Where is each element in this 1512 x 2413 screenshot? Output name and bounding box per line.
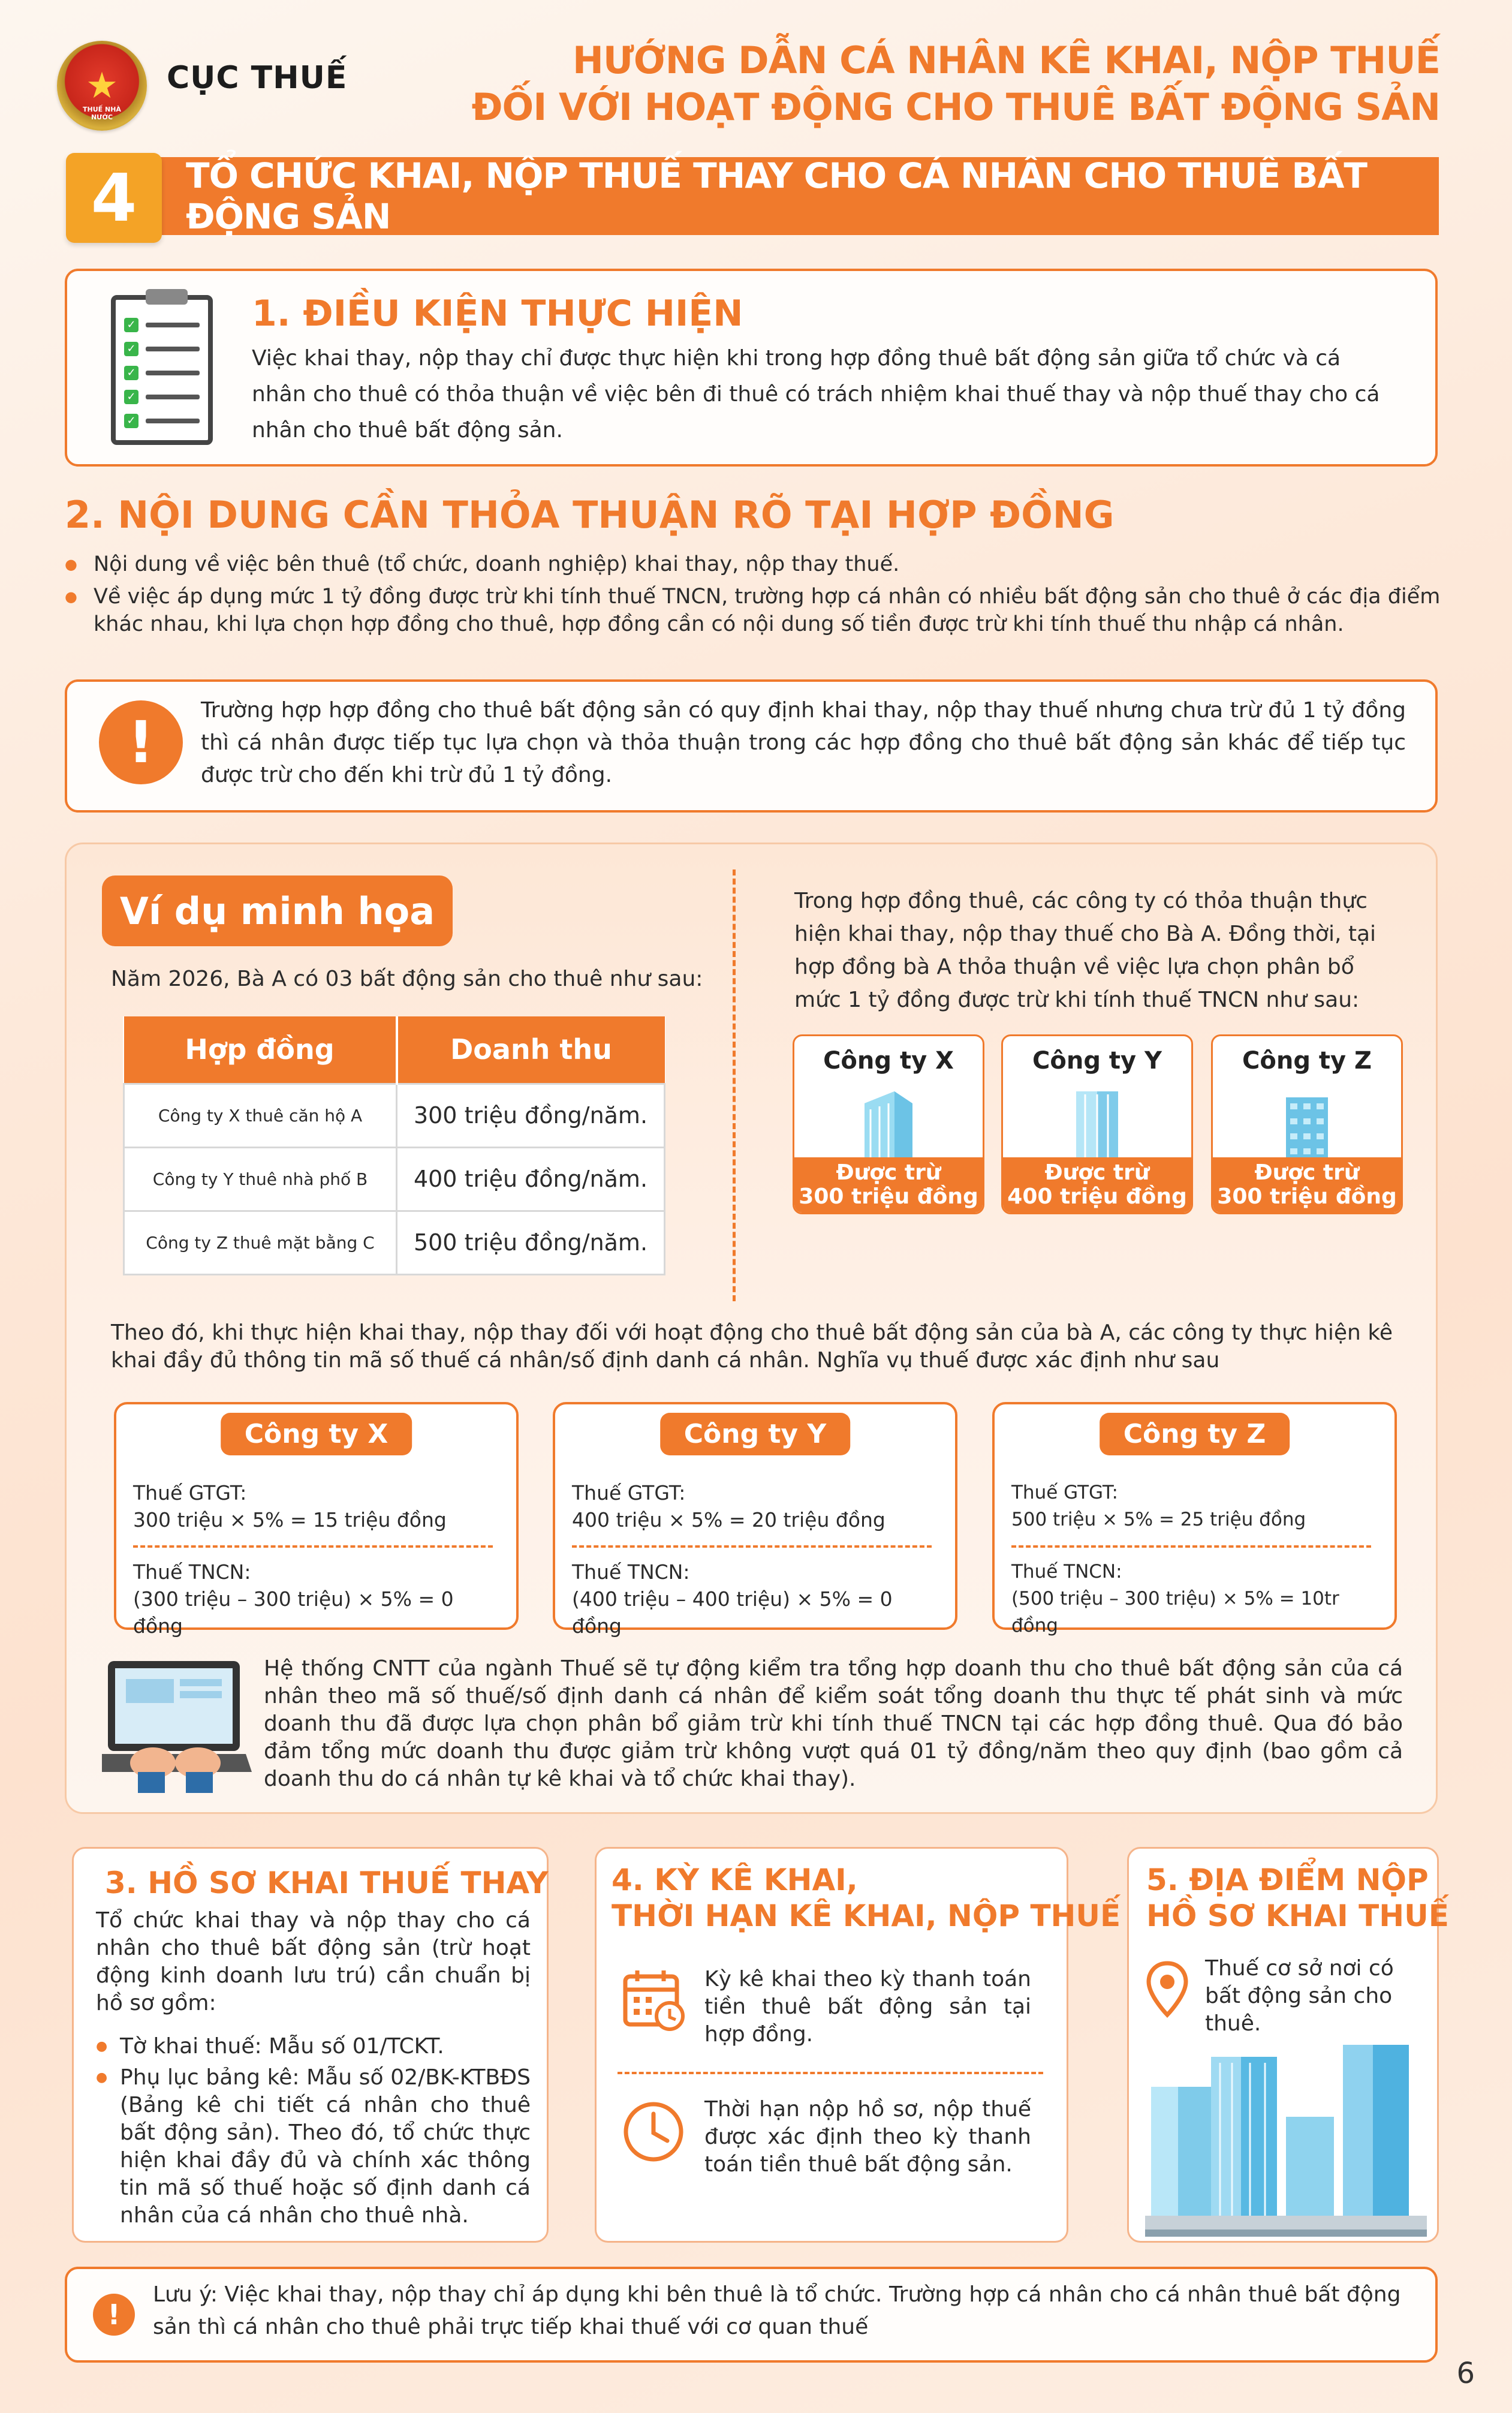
vat-label: Thuế GTGT: bbox=[133, 1481, 247, 1505]
clock-icon bbox=[621, 2099, 686, 2167]
company-card-y bbox=[1001, 1034, 1193, 1214]
logo-tiny-text: THUẾ NHÀ NƯỚC bbox=[83, 106, 121, 121]
vat-formula: 300 triệu × 5% = 15 triệu đồng bbox=[133, 1508, 447, 1532]
pit-label: Thuế TNCN: bbox=[1011, 1561, 1122, 1582]
page-title bbox=[472, 37, 1440, 131]
example-right-text: Trong hợp đồng thuê, các công ty có thỏa thuận thực hiện khai thay, nộp thay thuế cho Bà A. Đồng thời, tại hợp đồng bà A thỏa thuận về việc lựa chọn phân bổ mức 1 tỷ đồng được trừ khi tính thuế TNCN như sau: bbox=[794, 889, 1377, 1012]
pit-label: Thuế TNCN: bbox=[572, 1560, 690, 1584]
dashed-divider bbox=[1011, 1545, 1371, 1548]
warning-text: Trường hợp hợp đồng cho thuê bất động sản có quy định khai thay, nộp thay thuế nhưng chưa trừ đủ 1 tỷ đồng thì cá nhân được tiếp tục lựa chọn và thỏa thuận trong các hợp đồng cho thuê bất động sản khác để tiếp tục được trừ cho đến khi trừ đủ 1 tỷ đồng. bbox=[201, 698, 1406, 787]
note-text: Lưu ý: Việc khai thay, nộp thay chỉ áp dụng khi bên thuê là tổ chức. Trường hợp cá nhân cho cá nhân thuê bất động sản thì cá nhân cho thuê phải trực tiếp khai thuế với cơ quan thuế bbox=[153, 2282, 1401, 2339]
table-cell: Công ty Z thuê mặt bằng C bbox=[124, 1211, 397, 1274]
table-header: Hợp đồng bbox=[124, 1016, 397, 1084]
table-cell: 400 triệu đồng/năm. bbox=[397, 1147, 665, 1211]
section3-list bbox=[96, 2033, 531, 2233]
table-cell: 500 triệu đồng/năm. bbox=[397, 1211, 665, 1274]
table-cell: 300 triệu đồng/năm. bbox=[397, 1084, 665, 1147]
page-number: 6 bbox=[1456, 2357, 1475, 2390]
dashed-divider bbox=[572, 1545, 932, 1548]
calc-card-title: Công ty Y bbox=[660, 1413, 851, 1455]
deduction-label: Được trừ 300 triệu đồng bbox=[794, 1157, 983, 1212]
location-pin-icon bbox=[1146, 1961, 1188, 2020]
deduction-label: Được trừ 300 triệu đồng bbox=[1213, 1157, 1401, 1212]
pit-formula: (400 triệu – 400 triệu) × 5% = 0 đồng bbox=[572, 1587, 893, 1638]
condition-title: 1. ĐIỀU KIỆN THỰC HIỆN bbox=[252, 293, 743, 335]
list-item: ● Về việc áp dụng mức 1 tỷ đồng được trừ khi tính thuế TNCN, trường hợp cá nhân có nhiều bất động sản cho thuê ở các địa điểm khác nhau, khi lựa chọn hợp đồng cho thuê, hợp đồng cần có nội dung số tiền được trừ khi tính thuế thu nhập cá nhân. bbox=[65, 583, 1444, 638]
section2-title: 2. NỘI DUNG CẦN THỎA THUẬN RÕ TẠI HỢP ĐỒNG bbox=[65, 493, 1115, 537]
section3-title: 3. HỒ SƠ KHAI THUẾ THAY bbox=[105, 1866, 549, 1900]
vat-formula: 400 triệu × 5% = 20 triệu đồng bbox=[572, 1508, 885, 1532]
section-number-badge: 4 bbox=[66, 153, 162, 243]
table-row bbox=[124, 1084, 665, 1147]
section3-intro: Tổ chức khai thay và nộp thay cho cá nhân cho thuê bất động sản (trừ hoạt động kinh doanh lưu trú) cần chuẩn bị hồ sơ gồm: bbox=[96, 1908, 531, 2015]
checklist-icon: ✓ ✓ ✓ ✓ ✓ bbox=[111, 288, 219, 445]
section5-text: Thuế cơ sở nơi có bất động sản cho thuê. bbox=[1205, 1956, 1394, 2036]
condition-text: Việc khai thay, nộp thay chỉ được thực hiện khi trong hợp đồng thuê bất động sản giữa tổ chức và cá nhân cho thuê có thỏa thuận về việc bên đi thuê có trách nhiệm khai thuế thay và nộp thuế thay cho cá nhân cho thuê bất động sản. bbox=[252, 346, 1380, 443]
section4b-item1: Kỳ kê khai theo kỳ thanh toán tiền thuê bất động sản tại hợp đồng. bbox=[704, 1967, 1031, 2047]
city-buildings-illustration bbox=[1145, 2039, 1427, 2239]
section4b-title: 4. KỲ KÊ KHAI, THỜI HẠN KÊ KHAI, NỘP THUẾ bbox=[612, 1863, 1121, 1933]
company-name: Công ty X bbox=[823, 1047, 954, 1075]
table-cell: Công ty Y thuê nhà phố B bbox=[124, 1147, 397, 1211]
exclamation-icon: ! bbox=[99, 700, 183, 784]
calc-card-z bbox=[992, 1402, 1397, 1636]
page-title-line1: HƯỚNG DẪN CÁ NHÂN KÊ KHAI, NỘP THUẾ bbox=[572, 38, 1440, 82]
table-cell: Công ty X thuê căn hộ A bbox=[124, 1084, 397, 1147]
company-name: Công ty Z bbox=[1242, 1047, 1372, 1075]
list-item: ● Phụ lục bảng kê: Mẫu số 02/BK-KTBĐS (Bảng kê chi tiết cá nhân cho thuê bất động sản). Theo đó, tổ chức thực hiện khai đầy đủ và chính xác thông tin mã số thuế hoặc số định danh cá nhân của cá nhân cho thuê nhà. bbox=[96, 2064, 531, 2230]
dashed-divider bbox=[733, 869, 736, 1301]
calc-card-x bbox=[114, 1402, 519, 1638]
pit-label: Thuế TNCN: bbox=[133, 1560, 251, 1584]
calendar-icon bbox=[621, 1967, 686, 2035]
example-intro: Năm 2026, Bà A có 03 bất động sản cho thuê như sau: bbox=[111, 967, 703, 991]
vat-label: Thuế GTGT: bbox=[1011, 1482, 1118, 1503]
list-item: ● Nội dung về việc bên thuê (tổ chức, doanh nghiệp) khai thay, nộp thay thuế. bbox=[65, 550, 1444, 578]
system-note-text: Hệ thống CNTT của ngành Thuế sẽ tự động kiểm tra tổng hợp doanh thu cho thuê bất động sản của cá nhân theo mã số thuế/số định danh cá nhân để kiểm soát tổng doanh thu thực tế phát sinh và mức doanh thu đã được lựa chọn phân bổ giảm trừ khi tính thuế TNCN tại các hợp đồng thuê. Qua đó bảo đảm tổng mức doanh thu được giảm trừ không vượt quá 01 tỷ đồng/năm theo quy định (bao gồm cả doanh thu do cá nhân tự kê khai và tổ chức khai thay). bbox=[264, 1656, 1403, 1791]
example-tag: Ví dụ minh họa bbox=[102, 875, 453, 946]
table-row bbox=[124, 1147, 665, 1211]
section2-list bbox=[65, 550, 1444, 643]
table-row bbox=[124, 1211, 665, 1274]
list-item: ● Tờ khai thuế: Mẫu số 01/TCKT. bbox=[96, 2033, 531, 2060]
laptop-icon bbox=[102, 1655, 252, 1793]
pit-formula: (500 triệu – 300 triệu) × 5% = 10tr đồng bbox=[1011, 1588, 1339, 1636]
company-card-z bbox=[1211, 1034, 1403, 1214]
logo-text: CỤC THUẾ bbox=[167, 60, 348, 96]
section4b-item2: Thời hạn nộp hồ sơ, nộp thuế được xác định theo kỳ thanh toán tiền thuê bất động sản. bbox=[704, 2097, 1031, 2177]
vat-formula: 500 triệu × 5% = 25 triệu đồng bbox=[1011, 1509, 1306, 1530]
revenue-table bbox=[123, 1016, 665, 1275]
dashed-divider bbox=[133, 1545, 493, 1548]
example-middle-text: Theo đó, khi thực hiện khai thay, nộp thay đối với hoạt động cho thuê bất động sản của bà A, các công ty thực hiện kê khai đầy đủ thông tin mã số thuế cá nhân/số định danh cá nhân. Nghĩa vụ thuế được xác định như sau bbox=[111, 1320, 1393, 1373]
table-header: Doanh thu bbox=[397, 1016, 665, 1084]
calc-card-title: Công ty X bbox=[221, 1413, 412, 1455]
section5-title: 5. ĐỊA ĐIỂM NỘP HỒ SƠ KHAI THUẾ bbox=[1146, 1863, 1449, 1933]
company-card-x bbox=[793, 1034, 984, 1214]
page-title-line2: ĐỐI VỚI HOẠT ĐỘNG CHO THUÊ BẤT ĐỘNG SẢN bbox=[471, 85, 1440, 129]
company-name: Công ty Y bbox=[1032, 1047, 1162, 1075]
calc-card-y bbox=[553, 1402, 957, 1638]
exclamation-icon: ! bbox=[93, 2294, 135, 2336]
section-title-bar: TỔ CHỨC KHAI, NỘP THUẾ THAY CHO CÁ NHÂN CHO THUÊ BẤT ĐỘNG SẢN bbox=[144, 157, 1439, 235]
star-icon: ★ bbox=[86, 65, 118, 107]
deduction-label: Được trừ 400 triệu đồng bbox=[1003, 1157, 1191, 1212]
pit-formula: (300 triệu – 300 triệu) × 5% = 0 đồng bbox=[133, 1587, 454, 1638]
dashed-divider bbox=[618, 2072, 1043, 2074]
vat-label: Thuế GTGT: bbox=[572, 1481, 686, 1505]
calc-card-title: Công ty Z bbox=[1100, 1413, 1290, 1455]
